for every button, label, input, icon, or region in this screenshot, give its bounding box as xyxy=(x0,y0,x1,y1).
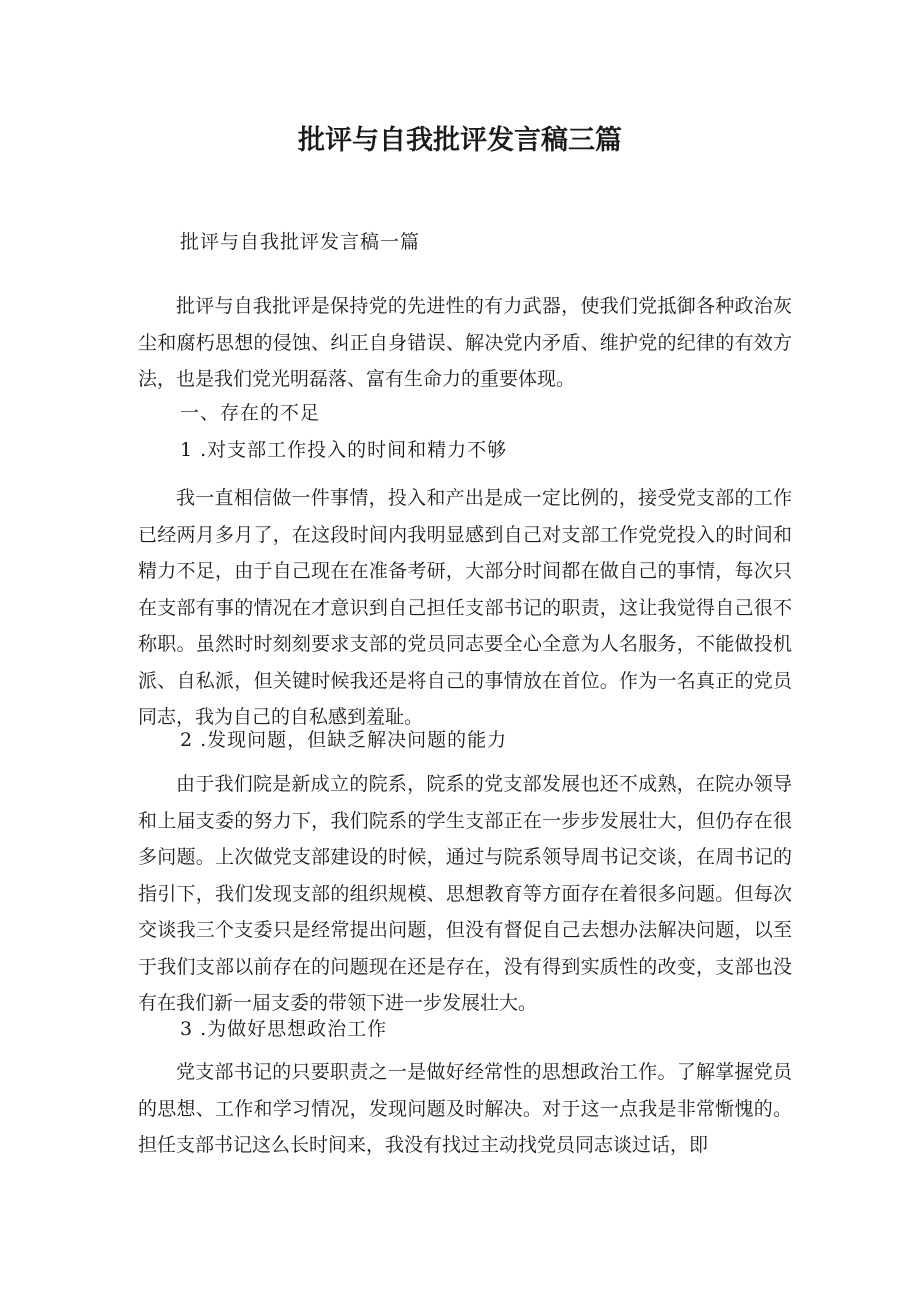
item1-body: 我一直相信做一件事情，投入和产出是成一定比例的，接受党支部的工作已经两月多月了，在这段时间内我明显感到自己对支部工作党党投入的时间和精力不足，由于自己现在在准备考研，大部分时间都在做自己的事情，每次只在支部有事的情况在才意识到自己担任支部书记的职责，这让我觉得自己很不称职。虽然时时刻刻要求支部的党员同志要全心全意为人名服务，不能做投机派、自私派，但关键时候我还是将自己的事情放在首位。作为一名真正的党员同志，我为自己的自私感到羞耻。 xyxy=(138,487,792,728)
document-subtitle: 批评与自我批评发言稿一篇 xyxy=(180,231,421,253)
section-heading: 一、存在的不足 xyxy=(180,402,321,424)
item2-heading: 2 .发现问题，但缺乏解决问题的能力 xyxy=(180,729,508,751)
item2-body: 由于我们院是新成立的院系，院系的党支部发展也还不成熟，在院办领导和上届支委的努力下，我们院系的学生支部正在一步步发展壮大，但仍存在很多问题。上次做党支部建设的时候，通过与院系领导周书记交谈，在周书记的指引下，我们发现支部的组织规模、思想教育等方面存在着很多问题。但每次交谈我三个支委只是经常提出问题，但没有督促自己去想办法解决问题，以至于我们支部以前存在的问题现在还是存在，没有得到实质性的改变，支部也没有在我们新一届支委的带领下进一步发展壮大。 xyxy=(138,773,792,1014)
document-title: 批评与自我批评发言稿三篇 xyxy=(298,125,622,156)
intro-paragraph: 批评与自我批评是保持党的先进性的有力武器，使我们党抵御各种政治灰尘和腐朽思想的侵蚀、纠正自身错误、解决党内矛盾、维护党的纪律的有效方法，也是我们党光明磊落、富有生命力的重要体现。 xyxy=(138,295,792,390)
item1-heading: 1 .对支部工作投入的时间和精力不够 xyxy=(180,439,508,461)
item3-heading: 3 .为做好思想政治工作 xyxy=(180,1018,388,1040)
item3-body: 党支部书记的只要职责之一是做好经常性的思想政治工作。了解掌握党员的思想、工作和学习情况，发现问题及时解决。对于这一点我是非常惭愧的。担任支部书记这么长时间来，我没有找过主动找党员同志谈过话，即 xyxy=(138,1061,792,1156)
